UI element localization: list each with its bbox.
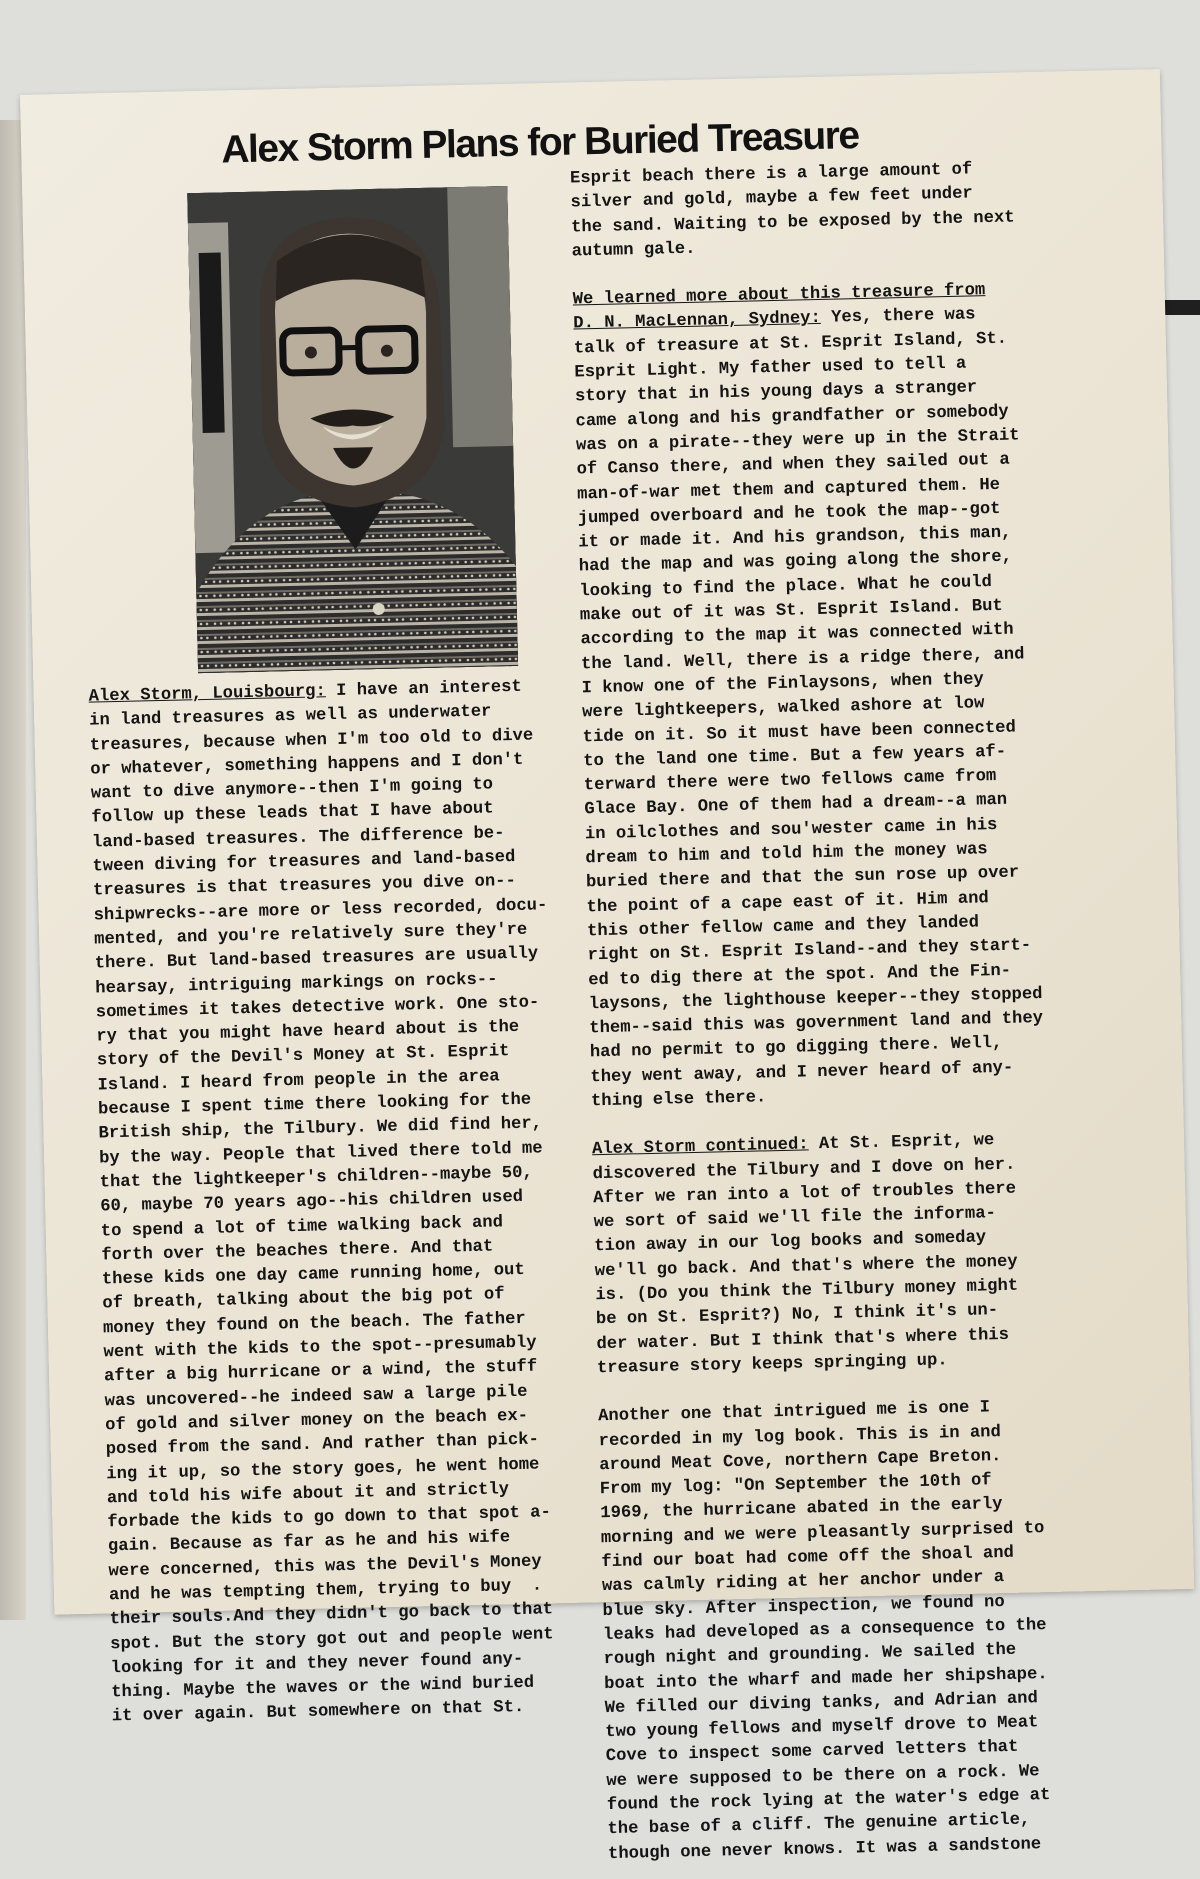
portrait-photo [187, 186, 518, 673]
paragraph-storm-intro [88, 674, 632, 1730]
paragraph-storm-continued [592, 1126, 1162, 1382]
paragraph-body: At St. Esprit, we discovered the Tilbury and I dove on her. After we ran into a lot of troubles there we sort of said we'll file the informa- tion away in our log books and someday we'll go back. And that's where the money is. (Do you think the Tilbury money might be on St. Esprit?) No, I think it's un- der water. But I think that's where this treasure story keeps springing up. [592, 1131, 1018, 1378]
paragraph-continued [570, 155, 1137, 265]
right-column [570, 155, 1167, 1587]
portrait-image [187, 186, 518, 673]
paragraph-body: Yes, there was talk of treasure at St. Esprit Island, St. Esprit Light. My father used to tell a story that in his young days a stranger came along and his grandfather or somebody was on a pirate--they were up in the Strait of Canso there, and when they sailed out a man-of-war met them and captured them. He jumped overboard and he took the map--got it or made it. And his grandson, this man, had the map and was going along the shore, looking to find the place. What he could make out of it was St. Esprit Island. But according to the map it was connected with the land. Well, there is a ridge there, and I know one of the Finlaysons, when they were lightkeepers, walked ashore at low tide on it. So it must have been connected to the land one time. But a few years af- terward there were two fellows came from Glace Bay. One of them had a dream--a man in oilclothes and sou'wester came in his dream to him and told him the money was buried there and that the sun rose up over the point of a cape east of it. Him and this other fellow came and they landed right on St. Esprit Island--and they start- ed to dig there at the spot. And the Fin- laysons, the lighthouse keeper--they stopped them--said this was government land and they had no permit to go digging there. Well, they went away, and I never heard of any- thing else there. [574, 306, 1044, 1111]
speaker-lead: Alex Storm continued: [592, 1136, 809, 1160]
article-title: Alex Storm Plans for Buried Treasure [221, 112, 962, 173]
left-column [88, 674, 629, 1596]
paragraph-body: Another one that intrigued me is one I recorded in my log book. This is in and around Meat Cove, northern Cape Breton. From my log: "On September the 10th of 1969, the hurricane abated in the early morning and we were pleasantly surprised to find our boat had come off the shoal and was calmly riding at her anchor under a blue sky. After inspection, we found no leaks had developed as a consequence to the rough night and grounding. We sailed the boat into the wharf and made her shipshape. We filled our diving tanks, and Adrian and two young fellows and myself drove to Meat Cove to inspect some carved letters that we were supposed to be there on a rock. We found the rock lying at the water's edge at the base of a cliff. The genuine article, though one never knows. It was a sandstone [598, 1399, 1051, 1864]
speaker-lead: Alex Storm, Louisbourg: [88, 682, 326, 706]
paragraph-meat-cove [598, 1393, 1173, 1867]
magazine-spine [0, 120, 26, 1620]
magazine-page [20, 69, 1194, 1614]
paragraph-maclennan [573, 276, 1157, 1115]
paragraph-body: I have an interest in land treasures as well as underwater treasures, because when I'm too old to dive or whatever, something happens and I don't want to dive anymore--then I'm going to follow up these leads that I have about land-based treasures. The difference be- tween diving for treasures and land-based treasures is that treasures you dive on-- shipwrecks--are more or less recorded, docu- mented, and you're relatively sure they're there. But land-based treasures are usually hearsay, intriguing markings on rocks-- sometimes it takes detective work. One sto- ry that you might have heard about is the story of the Devil's Money at St. Esprit Island. I heard from people in the area because I spent time there looking for the British ship, the Tilbury. We did find her, by the way. People that lived there told me that the lightkeeper's children--maybe 50, 60, maybe 70 years ago--his children used to spend a lot of time walking back and forth over the beaches there. And that these kids one day came running home, out of breath, talking about the big pot of money they found on the beach. The father went with the kids to the spot--presumably after a big hurricane or a wind, the stuff was uncovered--he indeed saw a large pile of gold and silver money on the beach ex- posed from the sand. And rather than pick- ing it up, so the story goes, he went home and told his wife about it and strictly forbade the kids to go down to that spot a- gain. Because as far as he and his wife were concerned, this was the Devil's Money and he was tempting them, trying to buy . their souls.And they didn't go back to that spot. But the story got out and people went looking for it and they never found any- thing. Maybe the waves or the wind buried it over again. But somewhere on that St. [89, 678, 554, 1727]
paragraph-body: Esprit beach there is a large amount of silver and gold, maybe a few feet under the sand. Waiting to be exposed by the next autumn gale. [570, 160, 1015, 261]
speaker-lead: We learned more about this treasure from D. N. MacLennan, Sydney: [573, 281, 986, 334]
